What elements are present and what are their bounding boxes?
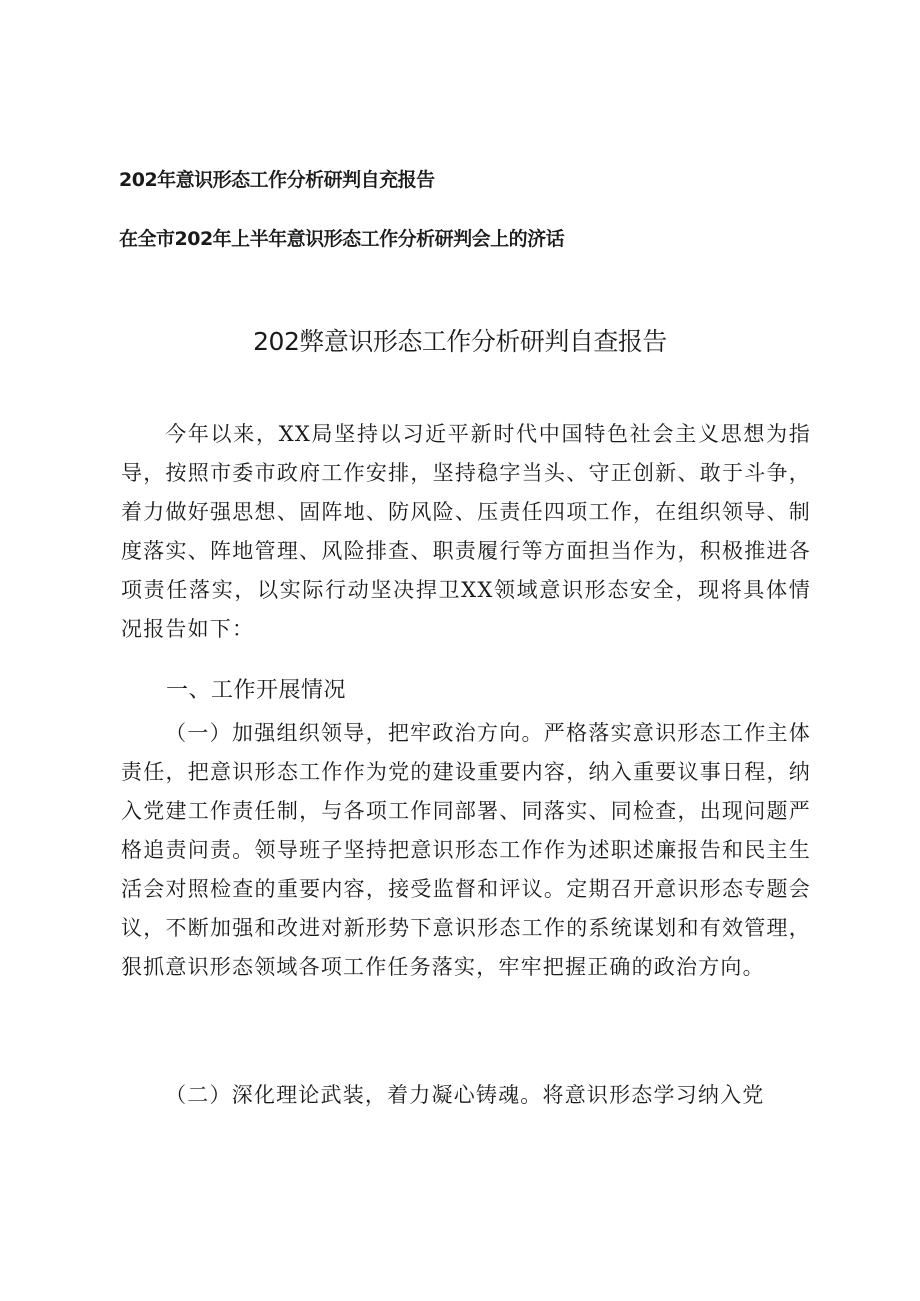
section-1-item-2-text: （二）深化理论武装，着力凝心铸魂。将意识形态学习纳入党 <box>165 1083 765 1107</box>
intro-paragraph <box>121 415 811 649</box>
section-1-item-2 <box>121 1076 811 1115</box>
section-heading: 一、工作开展情况 <box>166 678 347 703</box>
document-title: 202弊意识形态工作分析研判自查报告 <box>253 327 667 356</box>
section-1-item-1 <box>121 714 811 987</box>
toc-item-2: 在全市202年上半年意识形态工作分析研判会上的济话 <box>119 228 565 250</box>
toc-item-1: 202年意识形态工作分析研判自充报告 <box>119 169 435 191</box>
intro-text: 今年以来，XX局坚持以习近平新时代中国特色社会主义思想为指导，按照市委市政府工作安排，坚持稳字当头、守正创新、敢于斗争，着力做好强思想、固阵地、防风险、压责任四项工作，在组织领导、制度落实、阵地管理、风险排查、职责履行等方面担当作为，积极推进各项责任落实，以实际行动坚决捍卫XX领域意识形态安全，现将具体情况报告如下： <box>121 422 811 641</box>
section-1-item-1-text: （一）加强组织领导，把牢政治方向。严格落实意识形态工作主体责任，把意识形态工作作为党的建设重要内容，纳入重要议事日程，纳入党建工作责任制，与各项工作同部署、同落实、同检查，出现问题严格追责问责。领导班子坚持把意识形态工作作为述职述廉报告和民主生活会对照检查的重要内容，接受监督和评议。定期召开意识形态专题会议，不断加强和改进对新形势下意识形态工作的系统谋划和有效管理，狠抓意识形态领域各项工作任务落实，牢牢把握正确的政治方向。 <box>121 721 811 979</box>
